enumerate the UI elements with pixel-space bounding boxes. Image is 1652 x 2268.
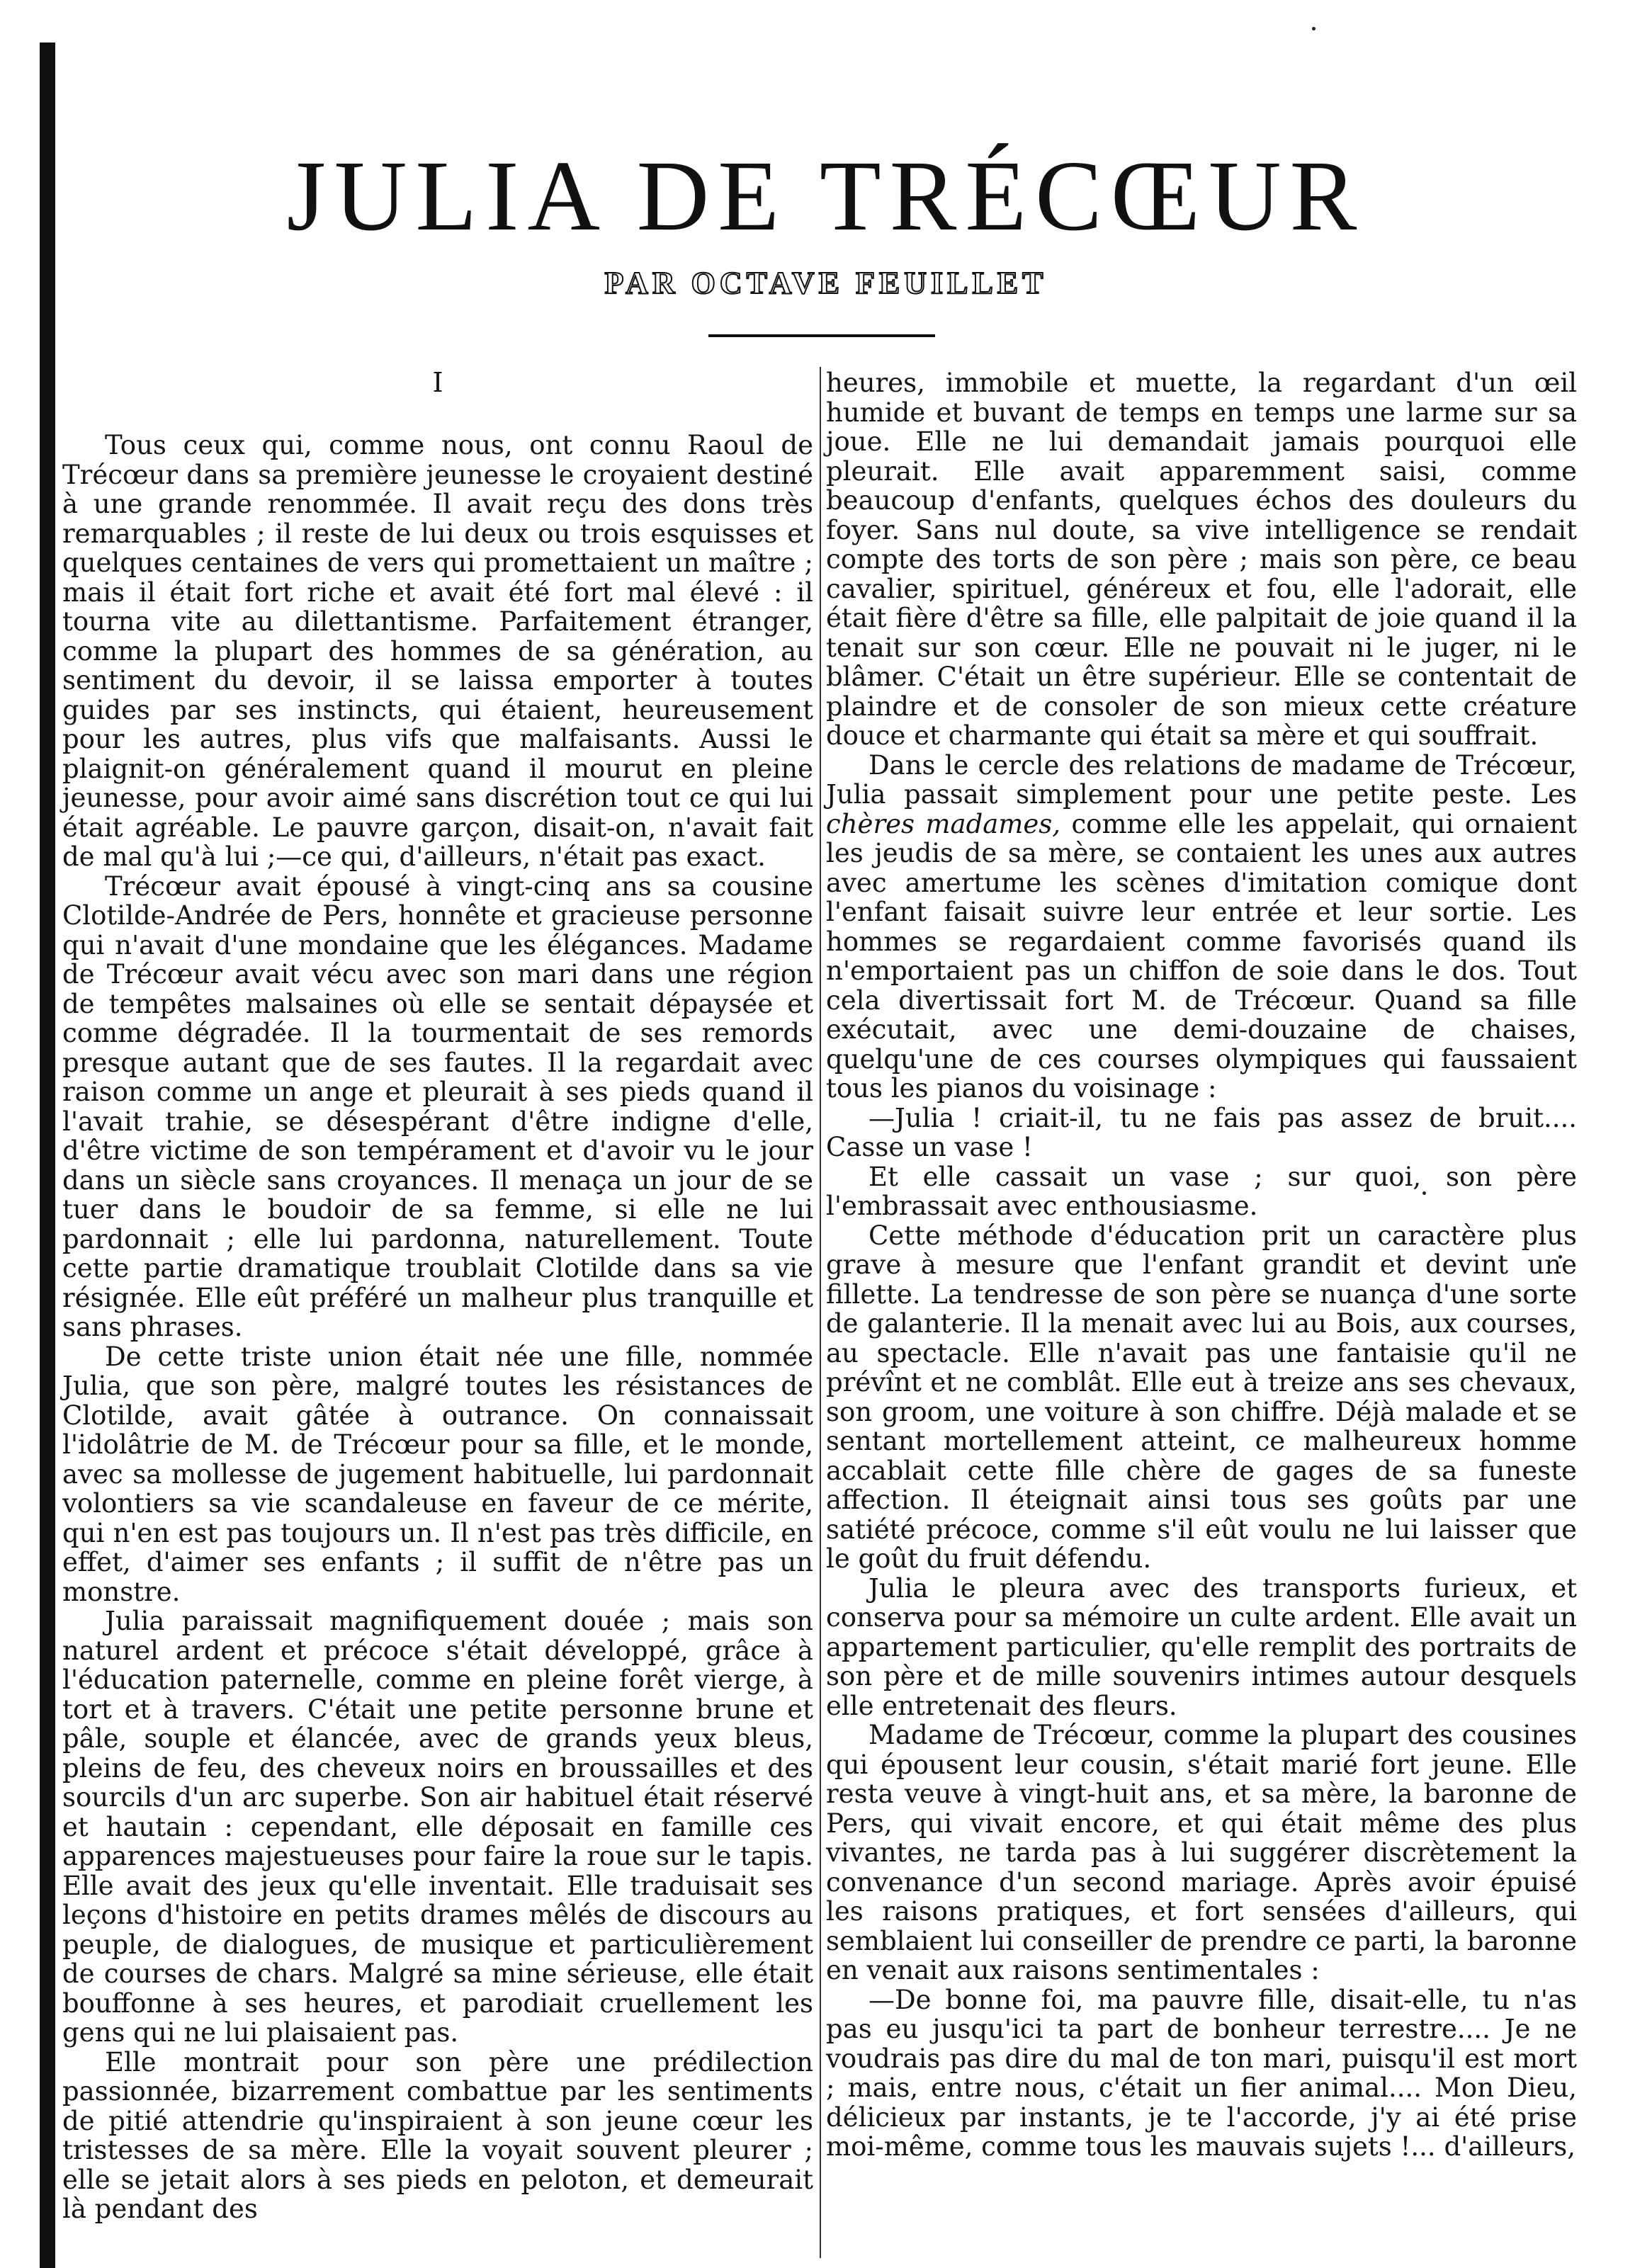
- chapter-heading: I: [432, 367, 443, 398]
- paragraph: Julia paraissait magnifiquement douée ; mais son naturel ardent et précoce s'était développé, grâce à l'éducation paternelle, comme en pleine forêt vierge, à tort et à travers. C'était une petite personne brune et pâle, souple et élancée, avec de grands yeux bleus, pleins de feu, des cheveux noirs en broussailles et des sourcils d'un arc superbe. Son air habituel était réservé et hautain : cependant, elle déposait en famille ces apparences majestueuses pour faire la roue sur le tapis. Elle avait des jeux qu'elle inventait. Elle traduisait ses leçons d'histoire en petits drames mêlés de discours au peuple, de dialogues, de musique et particulièrement de courses de chars. Malgré sa mine sérieuse, elle était bouffonne à ses heures, et parodiait cruellement les gens qui ne lui plaisaient pas.: [62, 1606, 813, 2048]
- paragraph: De cette triste union était née une fille, nommée Julia, que son père, malgré toutes les résistances de Clotilde, avait gâtée à outrance. On connaissait l'idolâtrie de M. de Trécœur pour sa fille, et le monde, avec sa mollesse de jugement habituelle, lui pardonnait volontiers sa vie scandaleuse en faveur de ce mérite, qui n'en est pas toujours un. Il n'est pas très difficile, en effet, d'aimer ses enfants ; il suffit de n'être pas un monstre.: [62, 1341, 813, 1607]
- paragraph: Elle montrait pour son père une prédilection passionnée, bizarrement combattue par les sentiments de pitié attendrie qu'inspiraient à son jeune cœur les tristesses de sa mère. Elle la voyait souvent pleurer ; elle se jetait alors à ses pieds en peloton, et demeurait là pendant des: [62, 2046, 813, 2224]
- paragraph: Julia le pleura avec des transports furieux, et conserva pour sa mémoire un culte ardent. Elle avait un appartement particulier, qu'elle remplit des portraits de son père et de mille souvenirs intimes autour desquels elle entretenait des fleurs.: [826, 1572, 1577, 1721]
- text-run: comme elle les appelait, qui ornaient les jeudis de sa mère, se contaient les unes aux autres avec amertume les scènes d'imitation comique dont l'enfant faisait suivre leur entrée et leur sortie. Les hommes se regardaient comme favorisés quand ils n'emportaient pas un chiffon de soie dans le dos. Tout cela divertissait fort M. de Trécœur. Quand sa fille exécutait, avec une demi-douzaine de chaises, quelqu'une de ces courses olympiques qui faussaient tous les pianos du voisinage :: [826, 808, 1577, 1104]
- article-title: JULIA DE TRÉCŒUR: [286, 140, 1366, 251]
- paragraph: Trécœur avait épousé à vingt-cinq ans sa cousine Clotilde-Andrée de Pers, honnête et gracieuse personne qui n'avait d'une mondaine que les élégances. Madame de Trécœur avait vécu avec son mari dans une région de tempêtes malsaines où elle se sentait dépaysée et comme dégradée. Il la tourmentait de ses remords presque autant que de ses fautes. Il la regardait avec raison comme un ange et pleurait à ses pieds quand il l'avait trahie, se désespérant d'être indigne d'elle, d'être victime de son tempérament et d'avoir vu le jour dans un siècle sans croyances. Il menaça un jour de se tuer dans le boudoir de sa femme, si elle ne lui pardonnait ; elle lui pardonna, naturellement. Toute cette partie dramatique troublait Clotilde dans sa vie résignée. Elle eût préféré un malheur plus tranquille et sans phrases.: [62, 871, 813, 1342]
- left-column: [62, 368, 813, 2224]
- title-divider: [708, 334, 935, 337]
- paragraph: Tous ceux qui, comme nous, ont connu Raoul de Trécœur dans sa première jeunesse le croyaient destiné à une grande renommée. Il avait reçu des dons très remarquables ; il reste de lui deux ou trois esquisses et quelques centaines de vers qui promettaient un maître ; mais il était fort riche et avait été fort mal élevé : il tourna vite au dilettantisme. Parfaitement étranger, comme la plupart des hommes de sa génération, au sentiment du devoir, il se laissa emporter à toutes guides par ses instincts, qui étaient, heureusement pour les autres, plus vifs que malfaisants. Aussi le plaignit-on généralement quand il mourut en pleine jeunesse, pour avoir aimé sans discrétion tout ce qui lui était agréable. Le pauvre garçon, disait-on, n'avait fait de mal qu'à lui ;—ce qui, d'ailleurs, n'était pas exact.: [62, 430, 813, 872]
- paragraph: [826, 751, 1577, 1104]
- paragraph: Cette méthode d'éducation prit un caractère plus grave à mesure que l'enfant grandit et devint une fillette. La tendresse de son père se nuança d'une sorte de galanterie. Il la menait avec lui au Bois, aux courses, au spectacle. Elle n'avait pas une fantaisie qu'il ne prévînt et ne comblât. Elle eut à treize ans ses chevaux, son groom, une voiture à son chiffre. Déjà malade et se sentant mortellement atteint, ce malheureux homme accablait cette fille chère de gages de sa funeste affection. Il éteignait ainsi tous ses goûts par une satiété précoce, comme s'il eût voulu ne lui laisser que le goût du fruit défendu.: [826, 1220, 1577, 1574]
- paragraph: Et elle cassait un vase ; sur quoi, son père l'embrassait avec enthousiasme.: [826, 1161, 1577, 1221]
- left-margin-bar: [40, 42, 55, 2268]
- article-byline: PAR OCTAVE FEUILLET: [604, 266, 1048, 300]
- paragraph: Madame de Trécœur, comme la plupart des cousines qui épousent leur cousin, s'était marié fort jeune. Elle resta veuve à vingt-huit ans, et sa mère, la baronne de Pers, qui vivait encore, et qui était même des plus vivantes, ne tarda pas à lui suggérer discrètement la convenance d'un second mariage. Après avoir épuisé les raisons pratiques, et fort sensées d'ailleurs, qui semblaient lui conseiller de prendre ce parti, la baronne en venait aux raisons sentimentales :: [826, 1720, 1577, 1985]
- italic-text: chères madames,: [826, 808, 1061, 839]
- column-divider: [820, 367, 821, 2258]
- paragraph: —Julia ! criait-il, tu ne fais pas assez de bruit.... Casse un vase !: [826, 1102, 1577, 1162]
- ink-speck: [1312, 27, 1316, 30]
- paragraph-continued: heures, immobile et muette, la regardant d'un œil humide et buvant de temps en temps une larme sur sa joue. Elle ne lui demandait jamais pourquoi elle pleurait. Elle avait apparemment saisi, comme beaucoup d'enfants, quelques échos des douleurs du foyer. Sans nul doute, sa vive intelligence se rendait compte des torts de son père ; mais son père, ce beau cavalier, spirituel, généreux et fou, elle l'adorait, elle était fière d'être sa fille, elle palpitait de joie quand il la tenait sur son cœur. Elle ne pouvait ni le juger, ni le blâmer. C'était un être supérieur. Elle se contentait de plaindre et de consoler de son mieux cette créature douce et charmante qui était sa mère et qui souffrait.: [826, 368, 1577, 751]
- text-run: Dans le cercle des relations de madame de Trécœur, Julia passait simplement pour une petite peste. Les: [826, 749, 1577, 810]
- paragraph: —De bonne foi, ma pauvre fille, disait-elle, tu n'as pas eu jusqu'ici ta part de bonheur terrestre.... Je ne voudrais pas dire du mal de ton mari, puisqu'il est mort ; mais, entre nous, c'était un fier animal.... Mon Dieu, délicieux par instants, je te l'accorde, j'y ai été prise moi-même, comme tous les mauvais sujets !... d'ailleurs,: [826, 1984, 1577, 2162]
- right-column: [826, 368, 1577, 2162]
